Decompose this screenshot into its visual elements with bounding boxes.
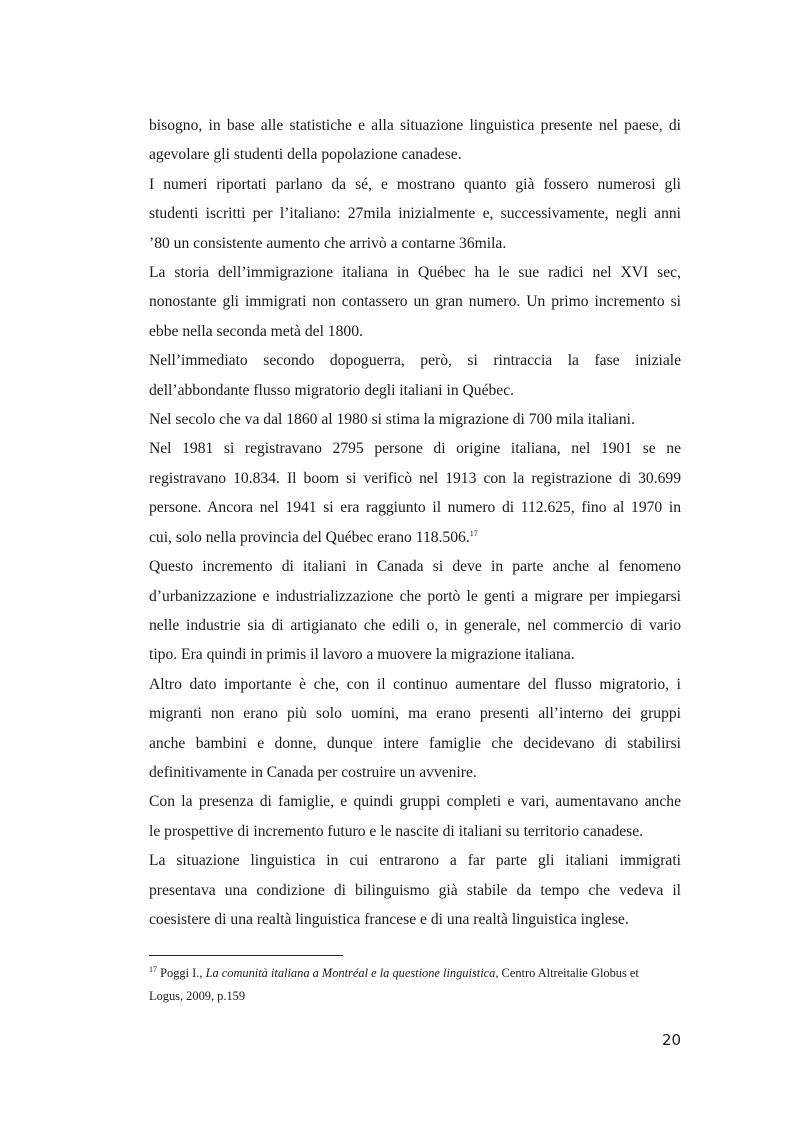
text-line: Altro dato importante è che, con il continuo aumentare del flusso migratorio, i	[149, 675, 681, 693]
text-line: nonostante gli immigrati non contassero un gran numero. Un primo incremento si	[149, 293, 681, 311]
text-line: studenti iscritti per l’italiano: 27mila inizialmente e, successivamente, negli anni	[149, 205, 681, 223]
text-line: le prospettive di incremento futuro e le nascite di italiani su territorio canadese.	[149, 822, 644, 840]
text-line: Nel 1981 si registravano 2795 persone di origine italiana, nel 1901 se ne	[149, 440, 681, 458]
text-line: La storia dell’immigrazione italiana in Québec ha le sue radici nel XVI sec,	[149, 264, 681, 282]
text-line: coesistere di una realtà linguistica francese e di una realtà linguistica inglese.	[149, 910, 629, 928]
text-line: d’urbanizzazione e industrializzazione che portò le genti a migrare per impiegarsi	[149, 587, 681, 605]
text-line: La situazione linguistica in cui entrarono a far parte gli italiani immigrati	[149, 852, 681, 870]
footnote-line: Logus, 2009, p.159	[149, 988, 246, 1003]
text-line: presentava una condizione di bilinguismo già stabile da tempo che vedeva il	[149, 881, 681, 899]
footnote-reference[interactable]: 17	[469, 528, 478, 538]
footnote-line	[149, 962, 681, 985]
text-line: Nel secolo che va dal 1860 al 1980 si stima la migrazione di 700 mila italiani.	[149, 411, 635, 429]
text-line: Questo incremento di italiani in Canada si deve in parte anche al fenomeno	[149, 558, 681, 576]
text-line: bisogno, in base alle statistiche e alla situazione linguistica presente nel paese, di	[149, 117, 681, 134]
text-line: tipo. Era quindi in primis il lavoro a muovere la migrazione italiana.	[149, 646, 575, 664]
text-line: ebbe nella seconda metà del 1800.	[149, 322, 363, 340]
text-line: definitivamente in Canada per costruire un avvenire.	[149, 763, 477, 781]
footnote-separator	[149, 955, 343, 956]
text-line: persone. Ancora nel 1941 si era raggiunto il numero di 112.625, fino al 1970 in	[149, 499, 681, 517]
footnote	[149, 962, 681, 1007]
text-line: ’80 un consistente aumento che arrivò a contarne 36mila.	[149, 234, 507, 252]
footnote-publisher: , Centro Altreitalie Globus et	[495, 966, 639, 980]
body-text	[149, 111, 681, 934]
footnote-author: Poggi I.,	[160, 966, 203, 980]
page-number: 20	[662, 1031, 682, 1049]
text-line: Nell’immediato secondo dopoguerra, però, si rintraccia la fase iniziale	[149, 352, 681, 370]
footnote-title: La comunità italiana a Montréal e la questione linguistica	[205, 966, 496, 980]
text-line: Con la presenza di famiglie, e quindi gruppi completi e vari, aumentavano anche	[149, 793, 681, 811]
text-line: nelle industrie sia di artigianato che edili o, in generale, nel commercio di vario	[149, 616, 681, 634]
text-line: dell’abbondante flusso migratorio degli italiani in Québec.	[149, 381, 515, 399]
text-line: I numeri riportati parlano da sé, e mostrano quanto già fossero numerosi gli	[149, 175, 681, 193]
text-line: agevolare gli studenti della popolazione canadese.	[149, 146, 462, 164]
text-line: migranti non erano più solo uomini, ma erano presenti all’interno dei gruppi	[149, 705, 681, 723]
text-line: anche bambini e donne, dunque intere famiglie che decidevano di stabilirsi	[149, 734, 681, 752]
text-line: cui, solo nella provincia del Québec erano 118.506.	[149, 528, 470, 546]
text-line: registravano 10.834. Il boom si verificò nel 1913 con la registrazione di 30.699	[149, 469, 681, 487]
text-line-with-footnote-ref	[149, 523, 681, 552]
footnote-number: 17	[149, 965, 157, 974]
